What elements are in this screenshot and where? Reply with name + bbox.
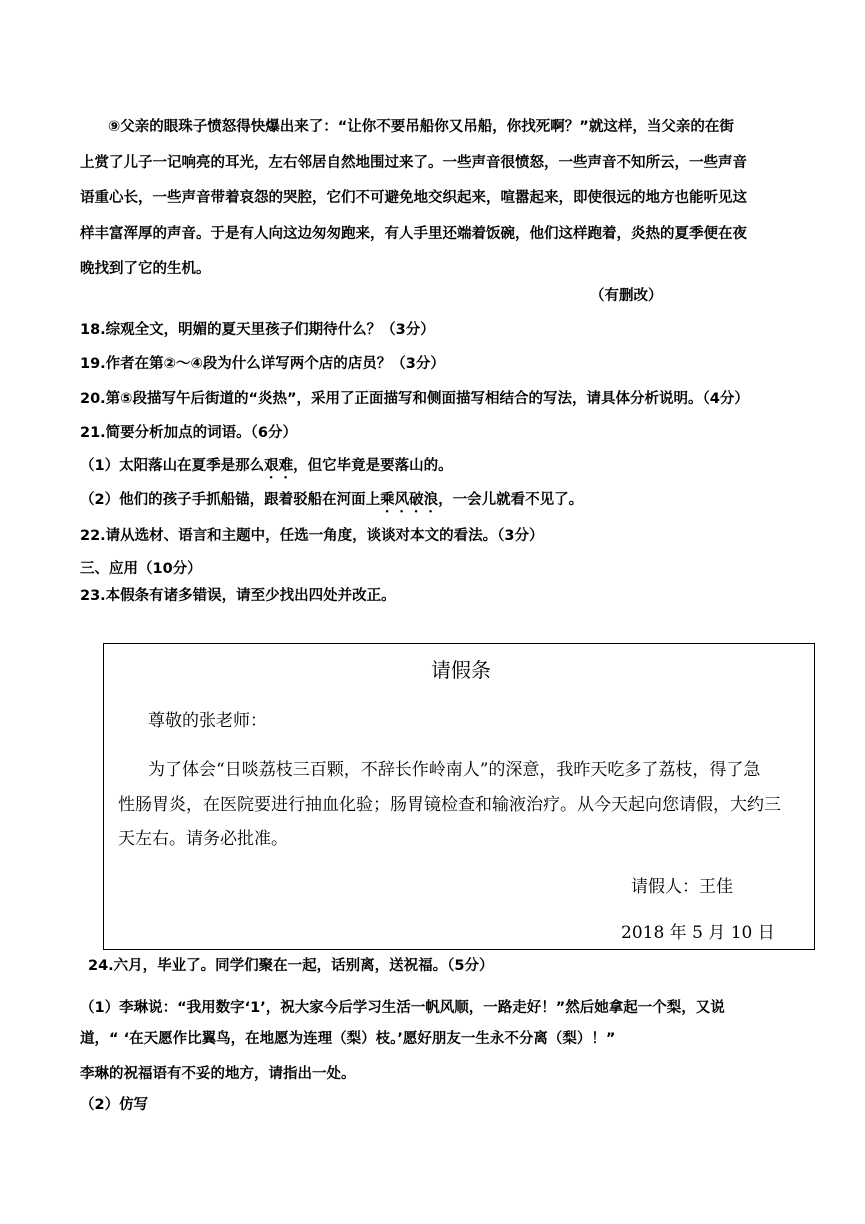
leave-note-box [103, 643, 815, 950]
para9-line-1: ⑨父亲的眼珠子愤怒得快爆出来了：“让你不要吊船你又吊船，你找死啊？”就这样，当父亲的在街 [108, 119, 734, 135]
question-20: 20.第⑤段描写午后街道的“炎热”，采用了正面描写和侧面描写相结合的写法，请具体分析说明。（4分） [80, 391, 749, 407]
leave-note-title: 请假条 [431, 658, 491, 682]
question-21-part-2 [80, 488, 583, 516]
leave-note-signer: 请假人：王佳 [631, 877, 733, 897]
question-24-part-1-line-1: （1）李琳说：“我用数字‘1’，祝大家今后学习生活一帆风顺，一路走好！”然后她拿起一个梨，又说 [80, 1000, 725, 1016]
leave-note-date: 2018 年 5 月 10 日 [621, 923, 775, 943]
passage-paragraph-9 [80, 110, 786, 288]
leave-note-greeting: 尊敬的张老师： [148, 711, 267, 731]
leave-note-body-line-2: 性肠胃炎，在医院要进行抽血化验；肠胃镜检查和输液治疗。从今天起向您请假，大约三 [118, 795, 781, 815]
para9-line-4: 样丰富浑厚的声音。于是有人向这边匆匆跑来，有人手里还端着饭碗，他们这样跑着，炎热的夏季便在夜 [80, 225, 747, 242]
para9-line-5: 晚找到了它的生机。 [80, 261, 211, 277]
question-22: 22.请从选材、语言和主题中，任选一角度，谈谈对本文的看法。（3分） [80, 528, 544, 544]
question-18: 18.综观全文，明媚的夏天里孩子们期待什么？（3分） [80, 322, 435, 338]
q21-1-dotted-word: 艰难 [264, 458, 294, 474]
para9-line-3: 语重心长，一些声音带着哀怨的哭腔，它们不可避免地交织起来，喧嚣起来，即使很远的地方也能听见这 [80, 190, 747, 206]
q21-1-text-before: （1）太阳落山在夏季是那么 [80, 458, 265, 474]
question-24-part-1-line-2: 道，“ ‘在天愿作比翼鸟，在地愿为连理（梨）枝。’愿好朋友一生永不分离（梨）！” [80, 1031, 616, 1047]
question-19: 19.作者在第②～④段为什么详写两个店的店员？（3分） [80, 356, 445, 372]
question-21: 21.简要分析加点的词语。（6分） [80, 425, 298, 441]
question-23: 23.本假条有诸多错误，请至少找出四处并改正。 [80, 588, 396, 604]
q21-2-text-before: （2）他们的孩子手抓船锚，跟着驳船在河面上 [80, 492, 381, 508]
leave-note-body-line-1: 为了体会“日啖荔枝三百颗，不辞长作岭南人”的深意，我昨天吃多了荔枝，得了急 [148, 760, 761, 780]
question-24-part-1-line-3: 李琳的祝福语有不妥的地方，请指出一处。 [80, 1066, 356, 1082]
section-3-heading: 三、应用（10分） [80, 561, 202, 577]
question-21-part-1 [80, 454, 453, 482]
question-24: 24.六月，毕业了。同学们聚在一起，话别离，送祝福。（5分） [88, 958, 494, 974]
leave-note-body-line-3: 天左右。请务必批准。 [118, 829, 288, 849]
q21-1-text-after: ，但它毕竟是要落山的。 [293, 458, 453, 474]
q21-2-text-after: ，一会儿就看不见了。 [438, 492, 584, 508]
q21-2-dotted-word: 乘风破浪 [380, 492, 439, 508]
para9-line-2: 上赏了儿子一记响亮的耳光，左右邻居自然地围过来了。一些声音很愤怒，一些声音不知所云，一些声音 [80, 154, 747, 171]
revision-note: （有删改） [590, 288, 663, 304]
question-24-part-2: （2）仿写 [80, 1097, 149, 1113]
